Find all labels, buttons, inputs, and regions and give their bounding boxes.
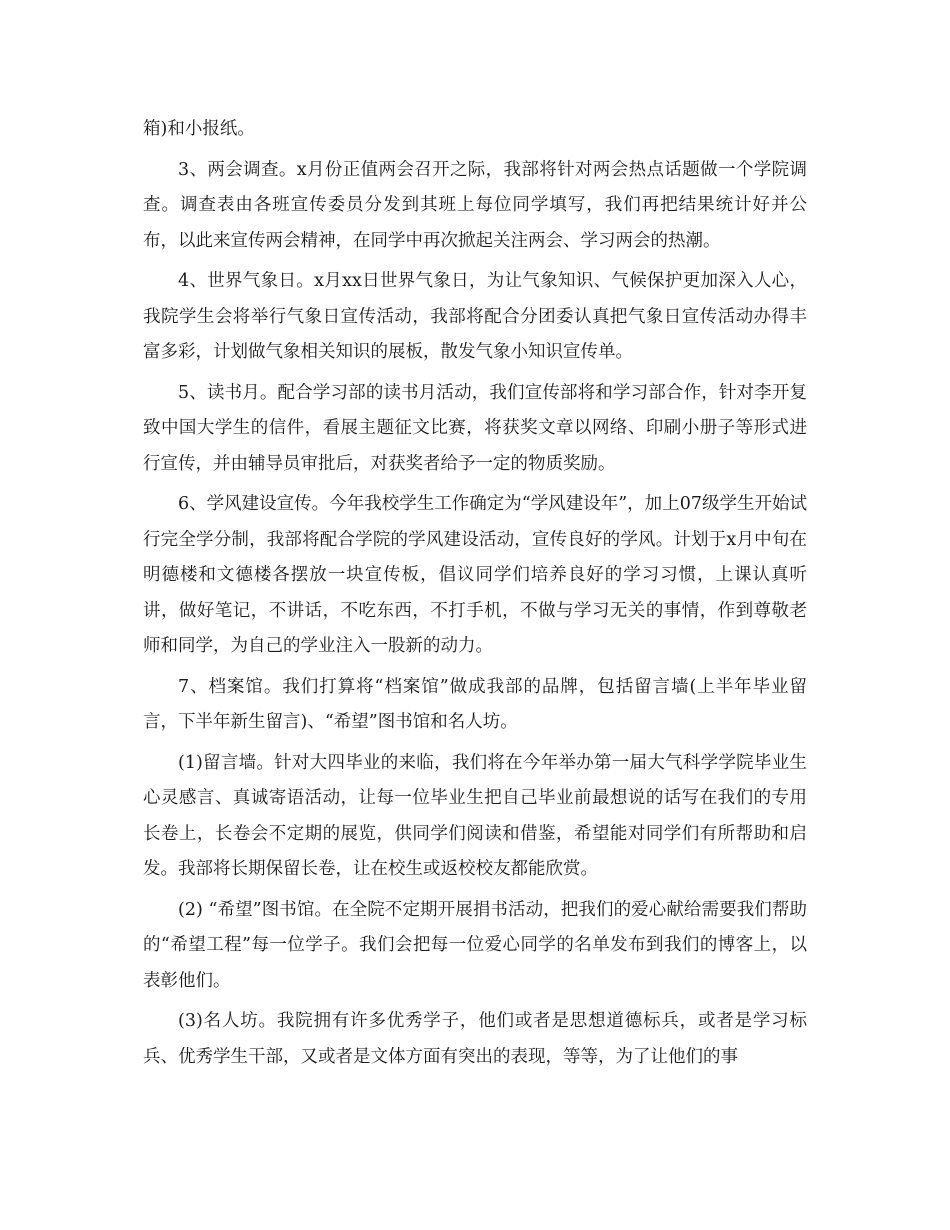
- paragraph-item-6: 6、学风建设宣传。今年我校学生工作确定为“学风建设年”，加上07级学生开始试行完全学分制，我部将配合学院的学风建设活动，宣传良好的学风。计划于x月中旬在明德楼和文德楼各摆放一块宣传板，倡议同学们培养良好的学习习惯，上课认真听讲，做好笔记，不讲话，不吃东西，不打手机，不做与学习无关的事情，作到尊敬老师和同学，为自己的学业注入一股新的动力。: [143, 494, 807, 656]
- document-body: [143, 112, 807, 1080]
- paragraph-item-5: 5、读书月。配合学习部的读书月活动，我们宣传部将和学习部合作，针对李开复致中国大学生的信件，看展主题征文比赛，将获奖文章以网络、印刷小册子等形式进行宣传，并由辅导员审批后，对获奖者给予一定的物质奖励。: [143, 382, 807, 474]
- paragraph-subitem-3: (3)名人坊。我院拥有许多优秀学子，他们或者是思想道德标兵，或者是学习标兵、优秀学生干部，又或者是文体方面有突出的表现，等等，为了让他们的事: [143, 1011, 807, 1067]
- paragraph-continuation: 箱)和小报纸。: [143, 119, 255, 139]
- paragraph-item-4: 4、世界气象日。x月xx日世界气象日，为让气象知识、气候保护更加深入人心，我院学生会将举行气象日宣传活动，我部将配合分团委认真把气象日宣传活动办得丰富多彩，计划做气象相关知识的展板，散发气象小知识宣传单。: [143, 271, 807, 362]
- paragraph-item-7: 7、档案馆。我们打算将“档案馆”做成我部的品牌，包括留言墙(上半年毕业留言，下半年新生留言)、“希望”图书馆和名人坊。: [143, 676, 807, 732]
- paragraph-item-3: 3、两会调查。x月份正值两会召开之际，我部将针对两会热点话题做一个学院调查。调查表由各班宣传委员分发到其班上每位同学填写，我们再把结果统计好并公布，以此来宣传两会精神，在同学中再次掀起关注两会、学习两会的热潮。: [143, 159, 807, 251]
- paragraph-subitem-2: (2) “希望”图书馆。在全院不定期开展捐书活动，把我们的爱心献给需要我们帮助的“希望工程”每一位学子。我们会把每一位爱心同学的名单发布到我们的博客上，以表彰他们。: [143, 899, 807, 991]
- paragraph-subitem-1: (1)留言墙。针对大四毕业的来临，我们将在今年举办第一届大气科学学院毕业生心灵感言、真诚寄语活动，让每一位毕业生把自己毕业前最想说的话写在我们的专用长卷上，长卷会不定期的展览，供同学们阅读和借鉴，希望能对同学们有所帮助和启发。我部将长期保留长卷，让在校生或返校校友都能欣赏。: [143, 752, 807, 879]
